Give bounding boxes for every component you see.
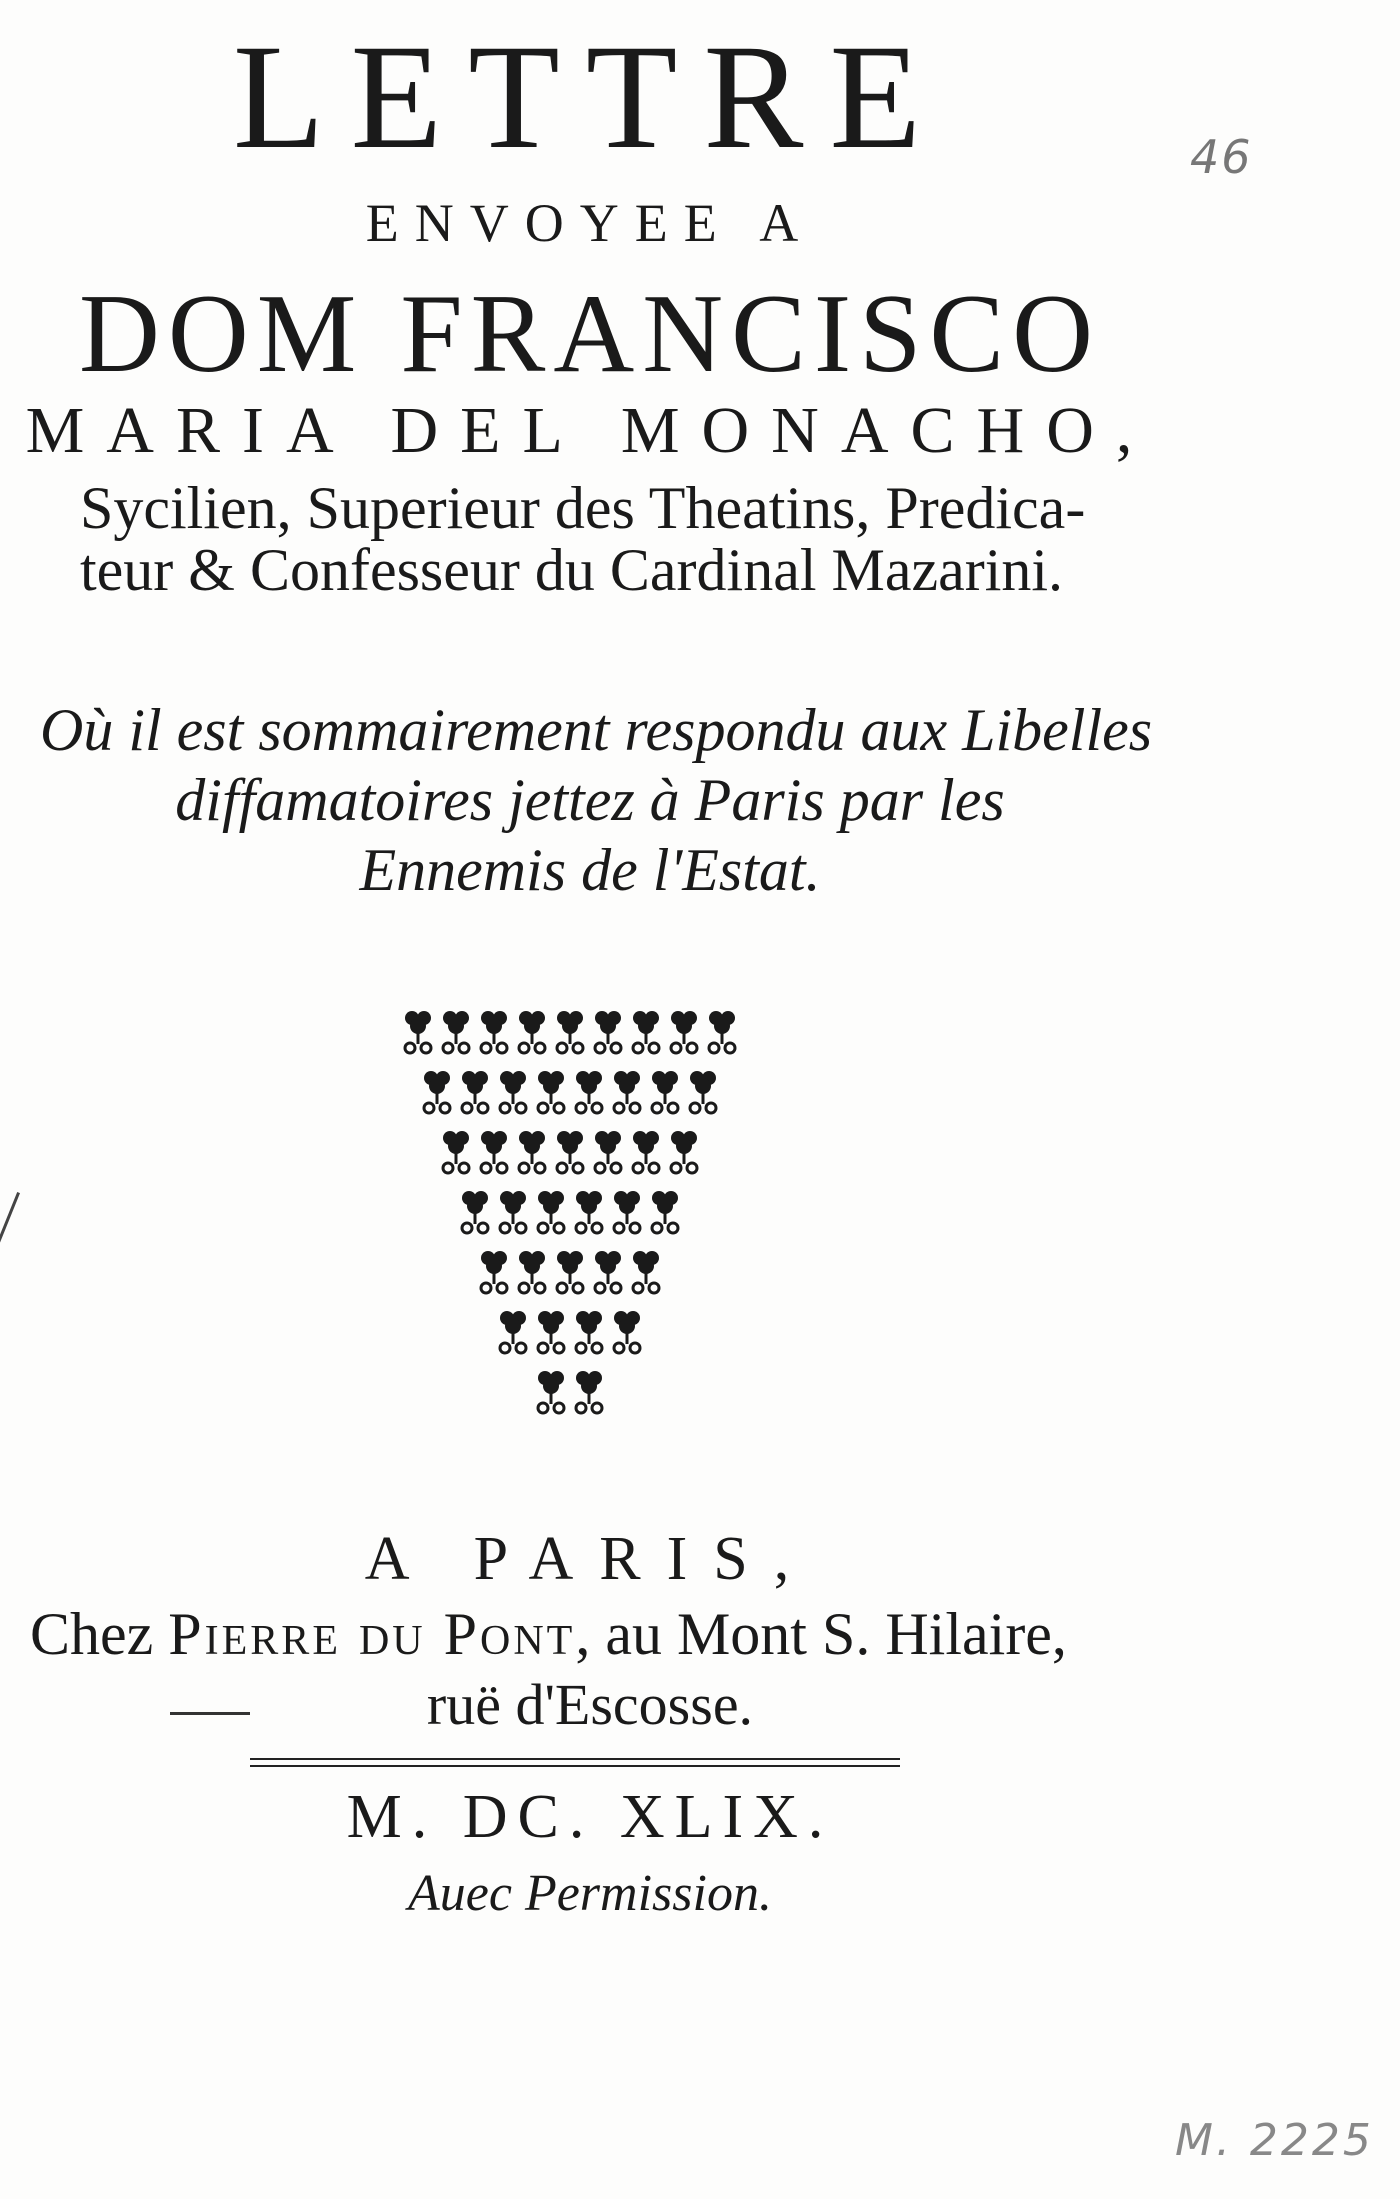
fleuron-icon xyxy=(538,1071,564,1113)
fleuron-icon xyxy=(614,1311,640,1353)
fleuron-icon xyxy=(462,1071,488,1113)
imprint-printer xyxy=(30,1601,1160,1667)
printer-address: , au Mont S. Hilaire, xyxy=(575,1601,1067,1667)
fleuron-icon xyxy=(614,1191,640,1233)
imprint-year: M. DC. XLIX. xyxy=(346,1783,834,1851)
fleuron-icon xyxy=(424,1071,450,1113)
fleuron-icon xyxy=(500,1071,526,1113)
description-line-1: Sycilien, Superieur des Theatins, Predica- xyxy=(80,475,1086,541)
subtitle-line-1: Où il est sommairement respondu aux Libelles xyxy=(40,697,1153,763)
fleuron-icon xyxy=(576,1071,602,1113)
recipient-name: MARIA DEL MONACHO, xyxy=(25,394,1155,467)
fleuron-icon xyxy=(652,1071,678,1113)
fleuron-icon xyxy=(690,1071,716,1113)
fleuron-icon xyxy=(557,1011,583,1053)
subtitle-line-2: diffamatoires jettez à Paris par les xyxy=(175,767,1005,833)
fleuron-icon xyxy=(671,1131,697,1173)
fleuron-icon xyxy=(595,1011,621,1053)
fleuron-icon xyxy=(481,1131,507,1173)
fleuron-icon xyxy=(405,1011,431,1053)
fleuron-icon xyxy=(538,1191,564,1233)
printer-name: Pierre du Pont xyxy=(168,1601,576,1667)
fleuron-icon xyxy=(595,1131,621,1173)
fleuron-icon xyxy=(595,1251,621,1293)
fleuron-icon xyxy=(500,1311,526,1353)
fleuron-icon xyxy=(576,1371,602,1413)
fleuron-icon xyxy=(462,1191,488,1233)
imprint-permission: Auec Permission. xyxy=(408,1865,772,1922)
description-line-2: teur & Confesseur du Cardinal Mazarini. xyxy=(80,537,1064,603)
fleuron-icon xyxy=(576,1311,602,1353)
imprint-street: ruë d'Escosse. xyxy=(426,1672,754,1737)
fleuron-icon xyxy=(481,1011,507,1053)
handwritten-number: 46 xyxy=(1190,130,1253,184)
imprint-city: A PARIS, xyxy=(364,1525,816,1593)
fleuron-icon xyxy=(576,1191,602,1233)
fleuron-icon xyxy=(557,1251,583,1293)
fleuron-ornament-icon xyxy=(380,1000,760,1440)
fleuron-icon xyxy=(443,1131,469,1173)
fleuron-icon xyxy=(519,1251,545,1293)
recipient-title: DOM FRANCISCO xyxy=(79,272,1101,396)
printer-prefix: Chez xyxy=(30,1601,154,1667)
fleuron-icon xyxy=(633,1131,659,1173)
fleuron-icon xyxy=(652,1191,678,1233)
page-title: LETTRE xyxy=(232,14,948,180)
fleuron-icon xyxy=(481,1251,507,1293)
fleuron-icon xyxy=(538,1371,564,1413)
title-envoyee: ENVOYEE A xyxy=(365,193,815,253)
fleuron-icon xyxy=(443,1011,469,1053)
double-rule-divider xyxy=(250,1758,900,1767)
fleuron-icon xyxy=(633,1251,659,1293)
fleuron-icon xyxy=(519,1011,545,1053)
fleuron-icon xyxy=(633,1011,659,1053)
subtitle-line-3: Ennemis de l'Estat. xyxy=(359,837,821,903)
fleuron-icon xyxy=(614,1071,640,1113)
fleuron-icon xyxy=(671,1011,697,1053)
fleuron-icon xyxy=(500,1191,526,1233)
fleuron-icon xyxy=(519,1131,545,1173)
fleuron-icon xyxy=(709,1011,735,1053)
shelfmark: M. 2225 xyxy=(1175,2115,1374,2166)
fleuron-icon xyxy=(557,1131,583,1173)
margin-mark xyxy=(0,1192,20,1258)
fleuron-icon xyxy=(538,1311,564,1353)
